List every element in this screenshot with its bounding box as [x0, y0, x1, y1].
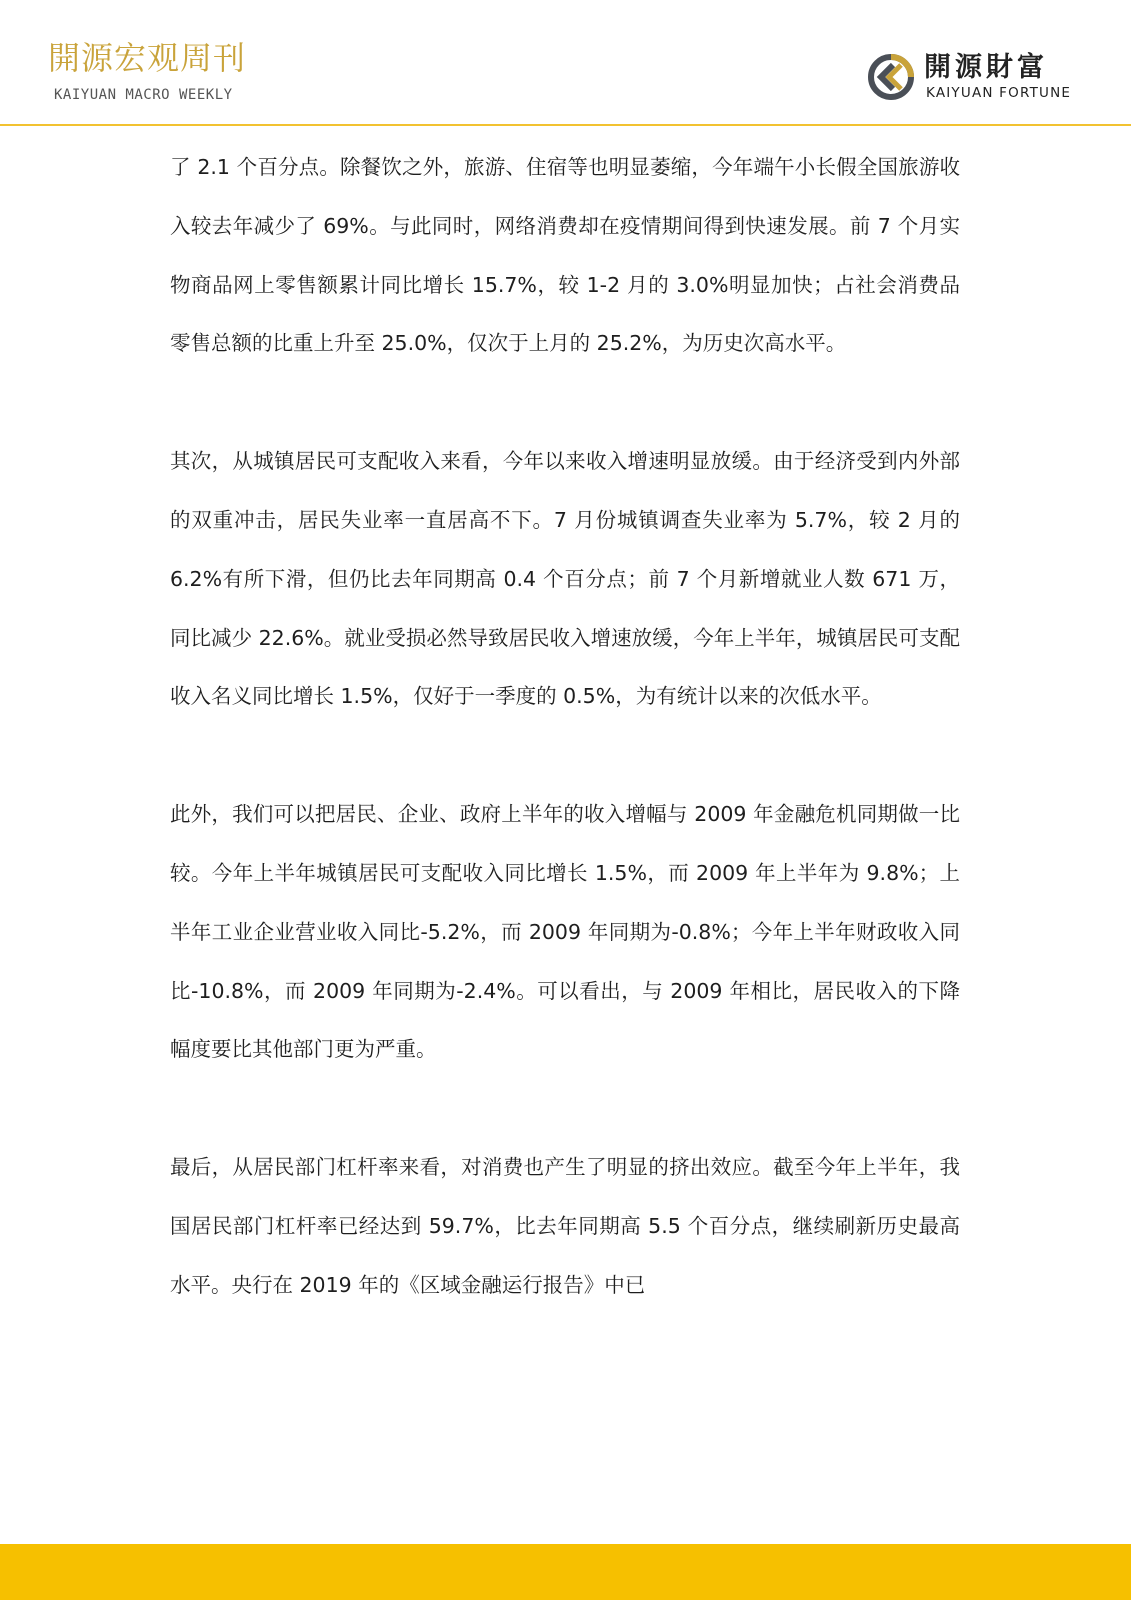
- body-paragraph: 了 2.1 个百分点。除餐饮之外，旅游、住宿等也明显萎缩，今年端午小长假全国旅游收入较去年减少了 69%。与此同时，网络消费却在疫情期间得到快速发展。前 7 个月实物商品网上零售额累计同比增长 15.7%，较 1-2 月的 3.0%明显加快；占社会消费品零售总额的比重上升至 25.0%，仅次于上月的 25.2%，为历史次高水平。: [170, 155, 960, 356]
- publication-subtitle: KAIYUAN MACRO WEEKLY: [54, 87, 233, 103]
- logo-chinese-name: 開源財富: [924, 52, 1048, 83]
- page-header: [0, 0, 1131, 126]
- body-paragraph: 其次，从城镇居民可支配收入来看，今年以来收入增速明显放缓。由于经济受到内外部的双重冲击，居民失业率一直居高不下。7 月份城镇调查失业率为 5.7%，较 2 月的 6.2%有所下滑，但仍比去年同期高 0.4 个百分点；前 7 个月新增就业人数 671 万，同比减少 22.6%。就业受损必然导致居民收入增速放缓，今年上半年，城镇居民可支配收入名义同比增长 1.5%，仅好于一季度的 0.5%，为有统计以来的次低水平。: [170, 449, 960, 709]
- header-divider: [0, 124, 1131, 126]
- logo-english-name: KAIYUAN FORTUNE: [926, 85, 1072, 101]
- company-logo: [866, 52, 1086, 112]
- kaiyuan-logo-icon: [866, 52, 916, 102]
- body-paragraph: 最后，从居民部门杠杆率来看，对消费也产生了明显的挤出效应。截至今年上半年，我国居民部门杠杆率已经达到 59.7%，比去年同期高 5.5 个百分点，继续刷新历史最高水平。央行在 2019 年的《区域金融运行报告》中已: [170, 1155, 960, 1297]
- footer-bar: [0, 1544, 1131, 1600]
- article-body: [170, 138, 960, 1374]
- publication-title: 開源宏观周刊: [48, 39, 247, 77]
- body-paragraph: 此外，我们可以把居民、企业、政府上半年的收入增幅与 2009 年金融危机同期做一比较。今年上半年城镇居民可支配收入同比增长 1.5%，而 2009 年上半年为 9.8%；上半年工业企业营业收入同比-5.2%，而 2009 年同期为-0.8%；今年上半年财政收入同比-10.8%，而 2009 年同期为-2.4%。可以看出，与 2009 年相比，居民收入的下降幅度要比其他部门更为严重。: [170, 802, 960, 1062]
